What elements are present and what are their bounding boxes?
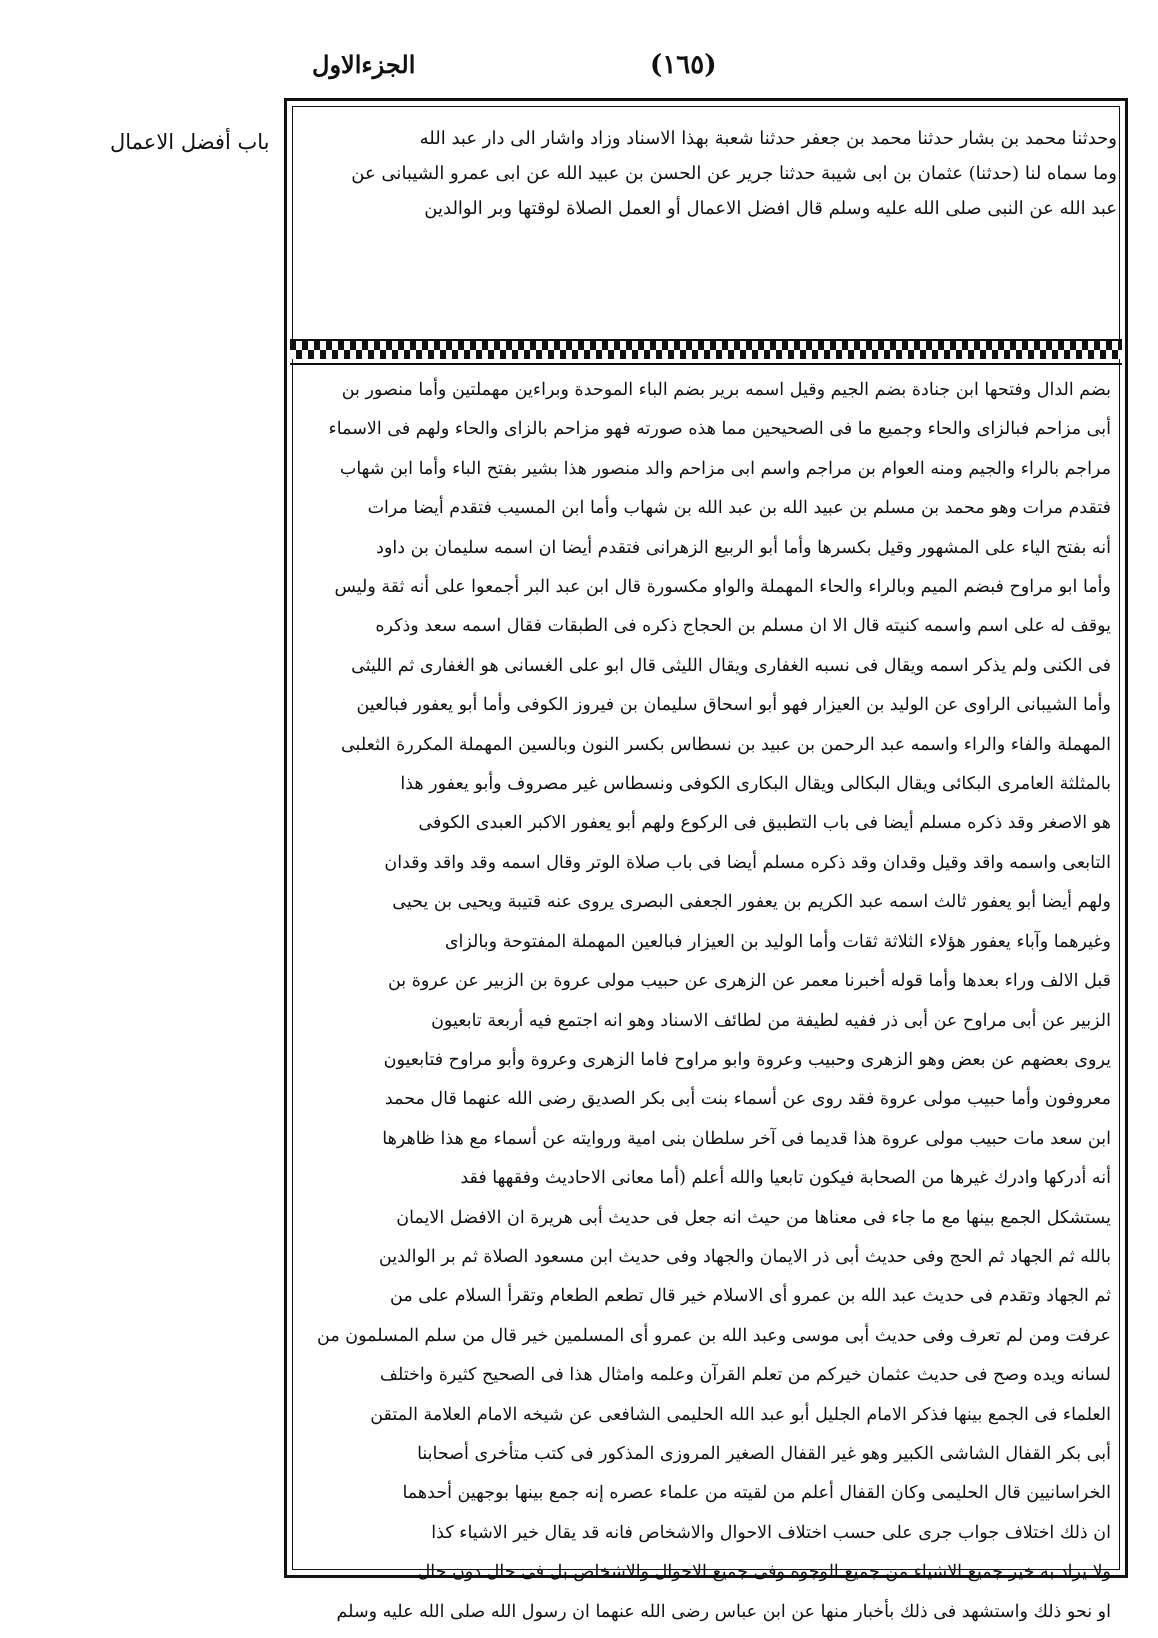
commentary-line: أبى مزاحم فبالزاى والحاء وجميع ما فى الصحيحين مما هذه صورته فهو مزاحم بالزاى والحاء ولهم فى الاسماء: [328, 419, 1111, 440]
commentary-line: لسانه ويده وصح فى حديث عثمان خيركم من تعلم القرآن وعلمه وامثال هذا فى الصحيح كثيرة واختلف: [379, 1365, 1111, 1386]
checkered-divider: [290, 339, 1122, 365]
commentary-line: مراجم بالراء والجيم ومنه العوام بن مراجم واسم ابى مزاحم والد منصور هذا بشير بفتح الباء وأما ابن شهاب: [339, 458, 1111, 479]
commentary-line: أبى بكر القفال الشاشى الكبير وهو غير القفال الصغير المروزى المذكور فى كتب متأخرى أصحابنا: [417, 1443, 1111, 1464]
commentary-line: او نحو ذلك واستشهد فى ذلك بأخبار منها عن ابن عباس رضى الله عنهما ان رسول الله صلى الله عليه وسلم: [336, 1601, 1111, 1622]
commentary-line: وغيرهما وآباء يعفور هؤلاء الثلاثة ثقات وأما الوليد بن العيزار فبالعين المهملة المفتوحة وبالزاى: [444, 931, 1111, 952]
commentary-line: وأما الشيبانى الراوى عن الوليد بن العيزار فهو أبو اسحاق سليمان بن فيروز الكوفى وأما أبو يعفور فبالعين: [356, 695, 1111, 716]
commentary-line: هو الاصغر وقد ذكره مسلم أيضا فى باب التطبيق فى الركوع ولهم أبو يعفور الاكبر العبدى الكوفى: [418, 813, 1111, 834]
commentary-line: فتقدم مرات وهو محمد بن مسلم بن عبيد الله بن عبد الله بن شهاب وأما ابن المسيب فتقدم أيضا مرات: [367, 498, 1111, 519]
commentary-line: أنه أدركها وادرك غيرها من الصحابة فيكون تابعيا والله أعلم (أما معانى الاحاديث وفقهها فقد: [460, 1168, 1111, 1189]
commentary-line: ثم الجهاد وتقدم فى حديث عبد الله بن عمرو أى الاسلام خير قال تطعم الطعام وتقرأ السلام على من: [390, 1286, 1111, 1307]
commentary-line: يستشكل الجمع بينها مع ما جاء فى معناها من حيث انه جعل فى حديث أبى هريرة ان الافضل الايمان: [396, 1207, 1111, 1228]
commentary-line: الزبير عن أبى مراوح عن أبى ذر ففيه لطيفة من لطائف الاسناد وهو انه اجتمع فيه أربعة تابعيون: [431, 1010, 1111, 1031]
commentary-line: يروى بعضهم عن بعض وهو الزهرى وحبيب وعروة وابو مراوح فاما الزهرى وعروة وأبو مراوح فتابعيون: [383, 1049, 1111, 1070]
commentary-line: يوقف له على اسم واسمه كنيته قال الا ان مسلم بن الحجاج ذكره فى الطبقات فقال اسمه سعد وذكره: [375, 616, 1111, 637]
commentary-line: ابن سعد مات حبيب مولى عروة هذا قديما فى آخر سلطان بنى امية وروايته عن أسماء مع هذا ظاهرها: [382, 1128, 1111, 1149]
margin-chapter-heading: باب أفضل الاعمال: [110, 130, 270, 154]
hadith-line: عبد الله عن النبى صلى الله عليه وسلم قال افضل الاعمال أو العمل الصلاة لوقتها وبر الوالدين: [424, 198, 1117, 219]
commentary-line: أنه بفتح الياء على المشهور وقيل بكسرها وأما أبو الربيع الزهرانى فتقدم أيضا ان اسمه سليمان بن داود: [376, 537, 1111, 558]
commentary-line: التابعى واسمه واقد وقيل وقدان وقد ذكره مسلم أيضا فى باب صلاة الوتر وقال اسمه وقد واقد وقدان: [384, 852, 1111, 873]
text-frame: [284, 98, 1128, 1622]
commentary-line: بضم الدال وفتحها ابن جنادة بضم الجيم وقيل اسمه برير بضم الباء الموحدة وبراءين مهملتين وأما منصور بن: [341, 380, 1111, 400]
page-number: (١٦٥): [650, 50, 717, 80]
commentary-line: بالله ثم الجهاد ثم الحج وفى حديث أبى ذر الايمان والجهاد وفى حديث ابن مسعود الصلاة ثم بر الوالدين: [378, 1246, 1111, 1267]
commentary-line: ولهم أيضا أبو يعفور ثالث اسمه عبد الكريم بن يعفور الجعفى البصرى يروى عنه قتيبة ويحيى بن يحيى: [392, 892, 1111, 913]
commentary-line: فى الكنى ولم يذكر اسمه ويقال فى نسبه الغفارى ويقال الليثى قال ابو على الغسانى هو الغفارى ثم الليثى: [351, 655, 1111, 676]
commentary-line: بالمثلثة العامرى البكائى ويقال البكالى ويقال البكارى الكوفى ونسطاس غير مصروف وأبو يعفور هذا: [400, 774, 1111, 795]
commentary-line: عرفت ومن لم تعرف وفى حديث أبى موسى وعبد الله بن عمرو أى المسلمين خير قال من سلم المسلمون من: [317, 1325, 1111, 1346]
commentary-line: ان ذلك اختلاف جواب جرى على حسب اختلاف الاحوال والاشخاص فانه قد يقال خير الاشياء كذا: [431, 1522, 1111, 1543]
commentary-line: وأما ابو مراوح فبضم الميم وبالراء والحاء المهملة والواو مكسورة قال ابن عبد البر أجمعوا على أنه ثقة وليس: [334, 577, 1111, 598]
commentary-block: [301, 371, 1111, 1622]
commentary-line: الخراسانيين قال الحليمى وكان القفال أعلم من لقيته من علماء عصره إنه جمع بينها بوجهين أحدهما: [402, 1483, 1111, 1504]
commentary-line: قبل الالف وراء بعدها وأما قوله أخبرنا معمر عن الزهرى عن حبيب مولى عروة بن الزبير عن عروة بن: [387, 971, 1111, 992]
hadith-line: وما سماه لنا (حدثنا) عثمان بن ابى شيبة حدثنا جرير عن الحسن بن عبيد الله عن ابى عمرو الشيبانى عن: [351, 163, 1117, 184]
commentary-line: معروفون وأما حبيب مولى عروة فقد روى عن أسماء بنت أبى بكر الصديق رضى الله عنهما قال محمد: [384, 1089, 1111, 1110]
hadith-text-block: [295, 121, 1117, 331]
commentary-line: العلماء فى الجمع بينها فذكر الامام الجليل أبو عبد الله الحليمى الشافعى عن شيخه الامام العلامة المتقن: [370, 1404, 1111, 1425]
part-label: الجزءالاول: [312, 50, 416, 79]
commentary-line: ولا يراد به خير جميع الاشياء من جميع الوجوه وفى جميع الاحوال والاشخاص بل فى حال دون حال: [417, 1562, 1111, 1583]
hadith-line: وحدثنا محمد بن بشار حدثنا محمد بن جعفر حدثنا شعبة بهذا الاسناد وزاد واشار الى دار عبد الله: [419, 128, 1117, 149]
commentary-line: المهملة والفاء والراء واسمه عبد الرحمن بن عبيد بن نسطاس بكسر النون وبالسين المهملة المكررة الثعلبى: [340, 734, 1111, 755]
